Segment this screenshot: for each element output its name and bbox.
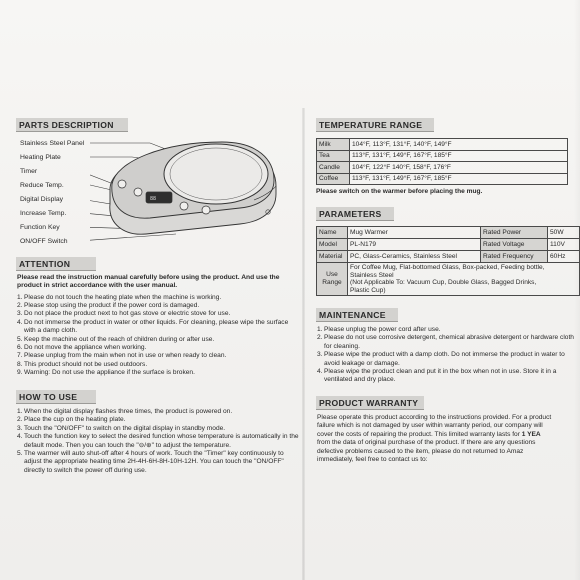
list-item: 6. Do not move the appliance when working.	[17, 344, 147, 352]
temperature-note: Please switch on the warmer before placing the mug.	[316, 188, 483, 195]
product-warranty-header: PRODUCT WARRANTY	[316, 396, 424, 410]
label-heating-plate: Heating Plate	[20, 154, 61, 161]
list-item: 2. Please do not use corrosive detergent, chemical abrasive detergent or hardware cloth for cleaning.	[317, 334, 574, 350]
warranty-line: immediately, feel free to contact us to:	[317, 456, 428, 464]
use-range-line: Plastic Cup)	[350, 286, 386, 294]
temperature-table	[316, 138, 568, 185]
how-to-use-section	[17, 408, 299, 475]
label-timer: Timer	[20, 168, 38, 175]
table-row: Tea 113°F, 131°F, 149°F, 167°F, 185°F	[317, 150, 568, 162]
table-row: Coffee 113°F, 131°F, 149°F, 167°F, 185°F	[317, 173, 568, 185]
warranty-line: cover the costs of repairing the product. This limited warranty lasts for 1 YEA	[317, 430, 541, 438]
list-item: 5. Keep the machine out of the reach of children during or after use.	[17, 335, 215, 343]
attention-header: ATTENTION	[16, 257, 96, 271]
list-item: 4. Please wipe the product clean and put it in the box when not in use. Store it in a ventilated and dry place.	[317, 368, 557, 384]
warranty-duration: 1 YEA	[521, 430, 541, 438]
use-range-line: Stainless Steel	[350, 271, 394, 279]
label-increase-temp: Increase Temp.	[20, 210, 67, 217]
table-row: Model PL-N179 Rated Voltage 110V	[317, 239, 580, 251]
list-item: 8. This product should not be used outdoors.	[17, 360, 148, 368]
table-row: Candle 104°F, 122°F 140°F, 158°F, 176°F	[317, 162, 568, 174]
attention-section	[17, 274, 299, 378]
list-item: 3. Do not place the product next to hot gas stove or electric stove for use.	[17, 310, 231, 318]
list-item: 2. Please stop using the product if the power cord is damaged.	[17, 302, 200, 309]
warranty-section	[317, 414, 580, 464]
label-stainless-panel: Stainless Steel Panel	[20, 140, 85, 147]
how-to-use-header: HOW TO USE	[16, 390, 96, 404]
list-item: 7. Please unplug from the main when not in use or when ready to clean.	[17, 352, 227, 360]
list-item: 2. Place the cup on the heating plate.	[17, 416, 126, 424]
label-digital-display: Digital Display	[20, 196, 64, 203]
attention-lead: Please read the instruction manual carefully before using the product. And use the product in strict accordance with the user manual.	[17, 274, 280, 290]
warranty-line: Please operate this product according to the instructions provided. For a product	[317, 414, 552, 421]
warranty-line: failure which is not damaged by user within warranty period, our company will	[317, 422, 543, 430]
list-item: 1. Please do not touch the heating plate when the machine is working.	[17, 293, 222, 301]
maintenance-section	[317, 326, 580, 385]
list-item: 4. Touch the function key to select the desired function whose temperature is automatically in the default mode. Then you can touch the "⊖/⊕" to adjust the temperature.	[17, 433, 299, 449]
list-item: 3. Touch the "ON/OFF" to switch on the digital display in standby mode.	[17, 424, 226, 432]
maintenance-list	[317, 326, 580, 385]
page-fold	[302, 108, 305, 580]
parameters-header: PARAMETERS	[316, 207, 394, 221]
parameters-table	[316, 226, 580, 296]
list-item: 4. Do not immerse the product in water or other liquids. For cleaning, please wipe the surface with a damp cloth.	[17, 318, 289, 335]
mug-warmer-diagram	[90, 134, 290, 244]
use-range-line: (Not Applicable To: Vacuum Cup, Double Glass, Bagged Drinks,	[350, 279, 537, 287]
warranty-line: from the data of original purchase of the product. If there are any questions	[317, 439, 536, 447]
list-item: 5. The warmer will auto shut-off after 4 hours of work. Touch the "Timer" key continuously to adjust the appropriate heating time 2H-4H-6H-8H-10H-12H. You can touch the "ON/OFF" directly to switch the power off during use.	[17, 450, 284, 474]
list-item: 1. When the digital display flashes three times, the product is powered on.	[17, 408, 233, 415]
table-row: Name Mug Warmer Rated Power 50W	[317, 227, 580, 239]
label-reduce-temp: Reduce Temp.	[20, 182, 64, 189]
use-range-line: For Coffee Mug, Flat-bottomed Glass, Box-packed, Feeding bottle,	[350, 264, 545, 271]
label-function-key: Function Key	[20, 224, 60, 231]
parts-description-header: PARTS DESCRIPTION	[16, 118, 128, 132]
list-item: 9. Warning: Do not use the appliance if the surface is broken.	[17, 369, 195, 377]
label-onoff-switch: ON/OFF Switch	[20, 238, 68, 245]
list-item: 1. Please unplug the power cord after use.	[317, 326, 441, 333]
attention-list	[17, 294, 299, 378]
maintenance-header: MAINTENANCE	[316, 308, 398, 322]
svg-text:88: 88	[150, 196, 157, 202]
list-item: 3. Please wipe the product with a damp cloth. Do not immerse the product in water to avoid leakage or damage.	[317, 351, 565, 367]
table-row: Milk 104°F, 113°F, 131°F, 140°F, 149°F	[317, 139, 568, 151]
warranty-line: defective problems caused to the item, please do not returned to Amaz	[317, 447, 524, 455]
temperature-range-header: TEMPERATURE RANGE	[316, 118, 434, 132]
table-row: Material PC, Glass-Ceramics, Stainless Steel Rated Frequency 60Hz	[317, 251, 580, 263]
how-to-use-list	[17, 408, 299, 475]
table-row: Use Range For Coffee Mug, Flat-bottomed Glass, Box-packed, Feeding bottle, Stainless Steel (Not Applicable To: Vacuum Cup, Double Glass, Bagged Drinks, Plastic Cup)	[317, 263, 580, 296]
